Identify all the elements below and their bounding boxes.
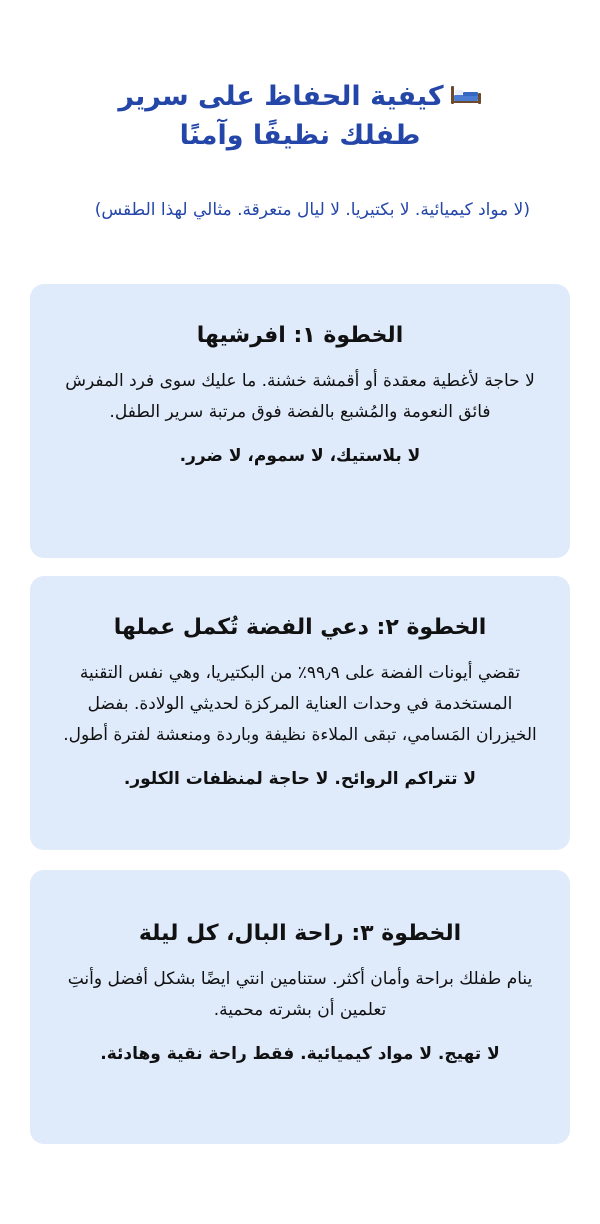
step-highlight: لا بلاستيك، لا سموم، لا ضرر. <box>179 446 421 466</box>
page-title <box>80 78 520 155</box>
bed-icon <box>450 79 482 117</box>
step-description: تقضي أيونات الفضة على ٩٩٫٩٪ من البكتيريا، وهي نفس التقنية المستخدمة في وحدات العناية المركزة لحديثي الولادة. بفضل الخيزران المَسامي، تبقى الملاءة نظيفة وباردة ومنعشة لفترة أطول. <box>63 663 537 745</box>
step-description: ينام طفلك براحة وأمان أكثر. ستنامين انتي ايضًا بشكل أفضل وأنتِ تعلمين أن بشرته محمية. <box>67 969 533 1020</box>
step-card-3 <box>30 870 570 1144</box>
page-title-text: كيفية الحفاظ على سرير طفلك نظيفًا وآمنًا <box>118 81 444 151</box>
header <box>0 78 600 155</box>
step-highlight: لا تهيج. لا مواد كيميائية. فقط راحة نقية وهادئة. <box>100 1044 500 1064</box>
step-card-2 <box>30 576 570 850</box>
step-title: الخطوة ١: افرشيها <box>196 323 404 348</box>
step-title: الخطوة ٢: دعي الفضة تُكمل عملها <box>113 615 487 640</box>
page-subtitle: (لا مواد كيميائية. لا بكتيريا. لا ليال متعرقة. مثالي لهذا الطقس) <box>94 200 530 220</box>
step-description: لا حاجة لأغطية معقدة أو أقمشة خشنة. ما عليك سوى فرد المفرش فائق النعومة والمُشبع بالفضة فوق مرتبة سرير الطفل. <box>65 371 535 422</box>
step-title: الخطوة ٣: راحة البال، كل ليلة <box>138 921 462 946</box>
step-highlight: لا تتراكم الروائح. لا حاجة لمنظفات الكلور. <box>123 769 477 789</box>
step-card-1 <box>30 284 570 558</box>
